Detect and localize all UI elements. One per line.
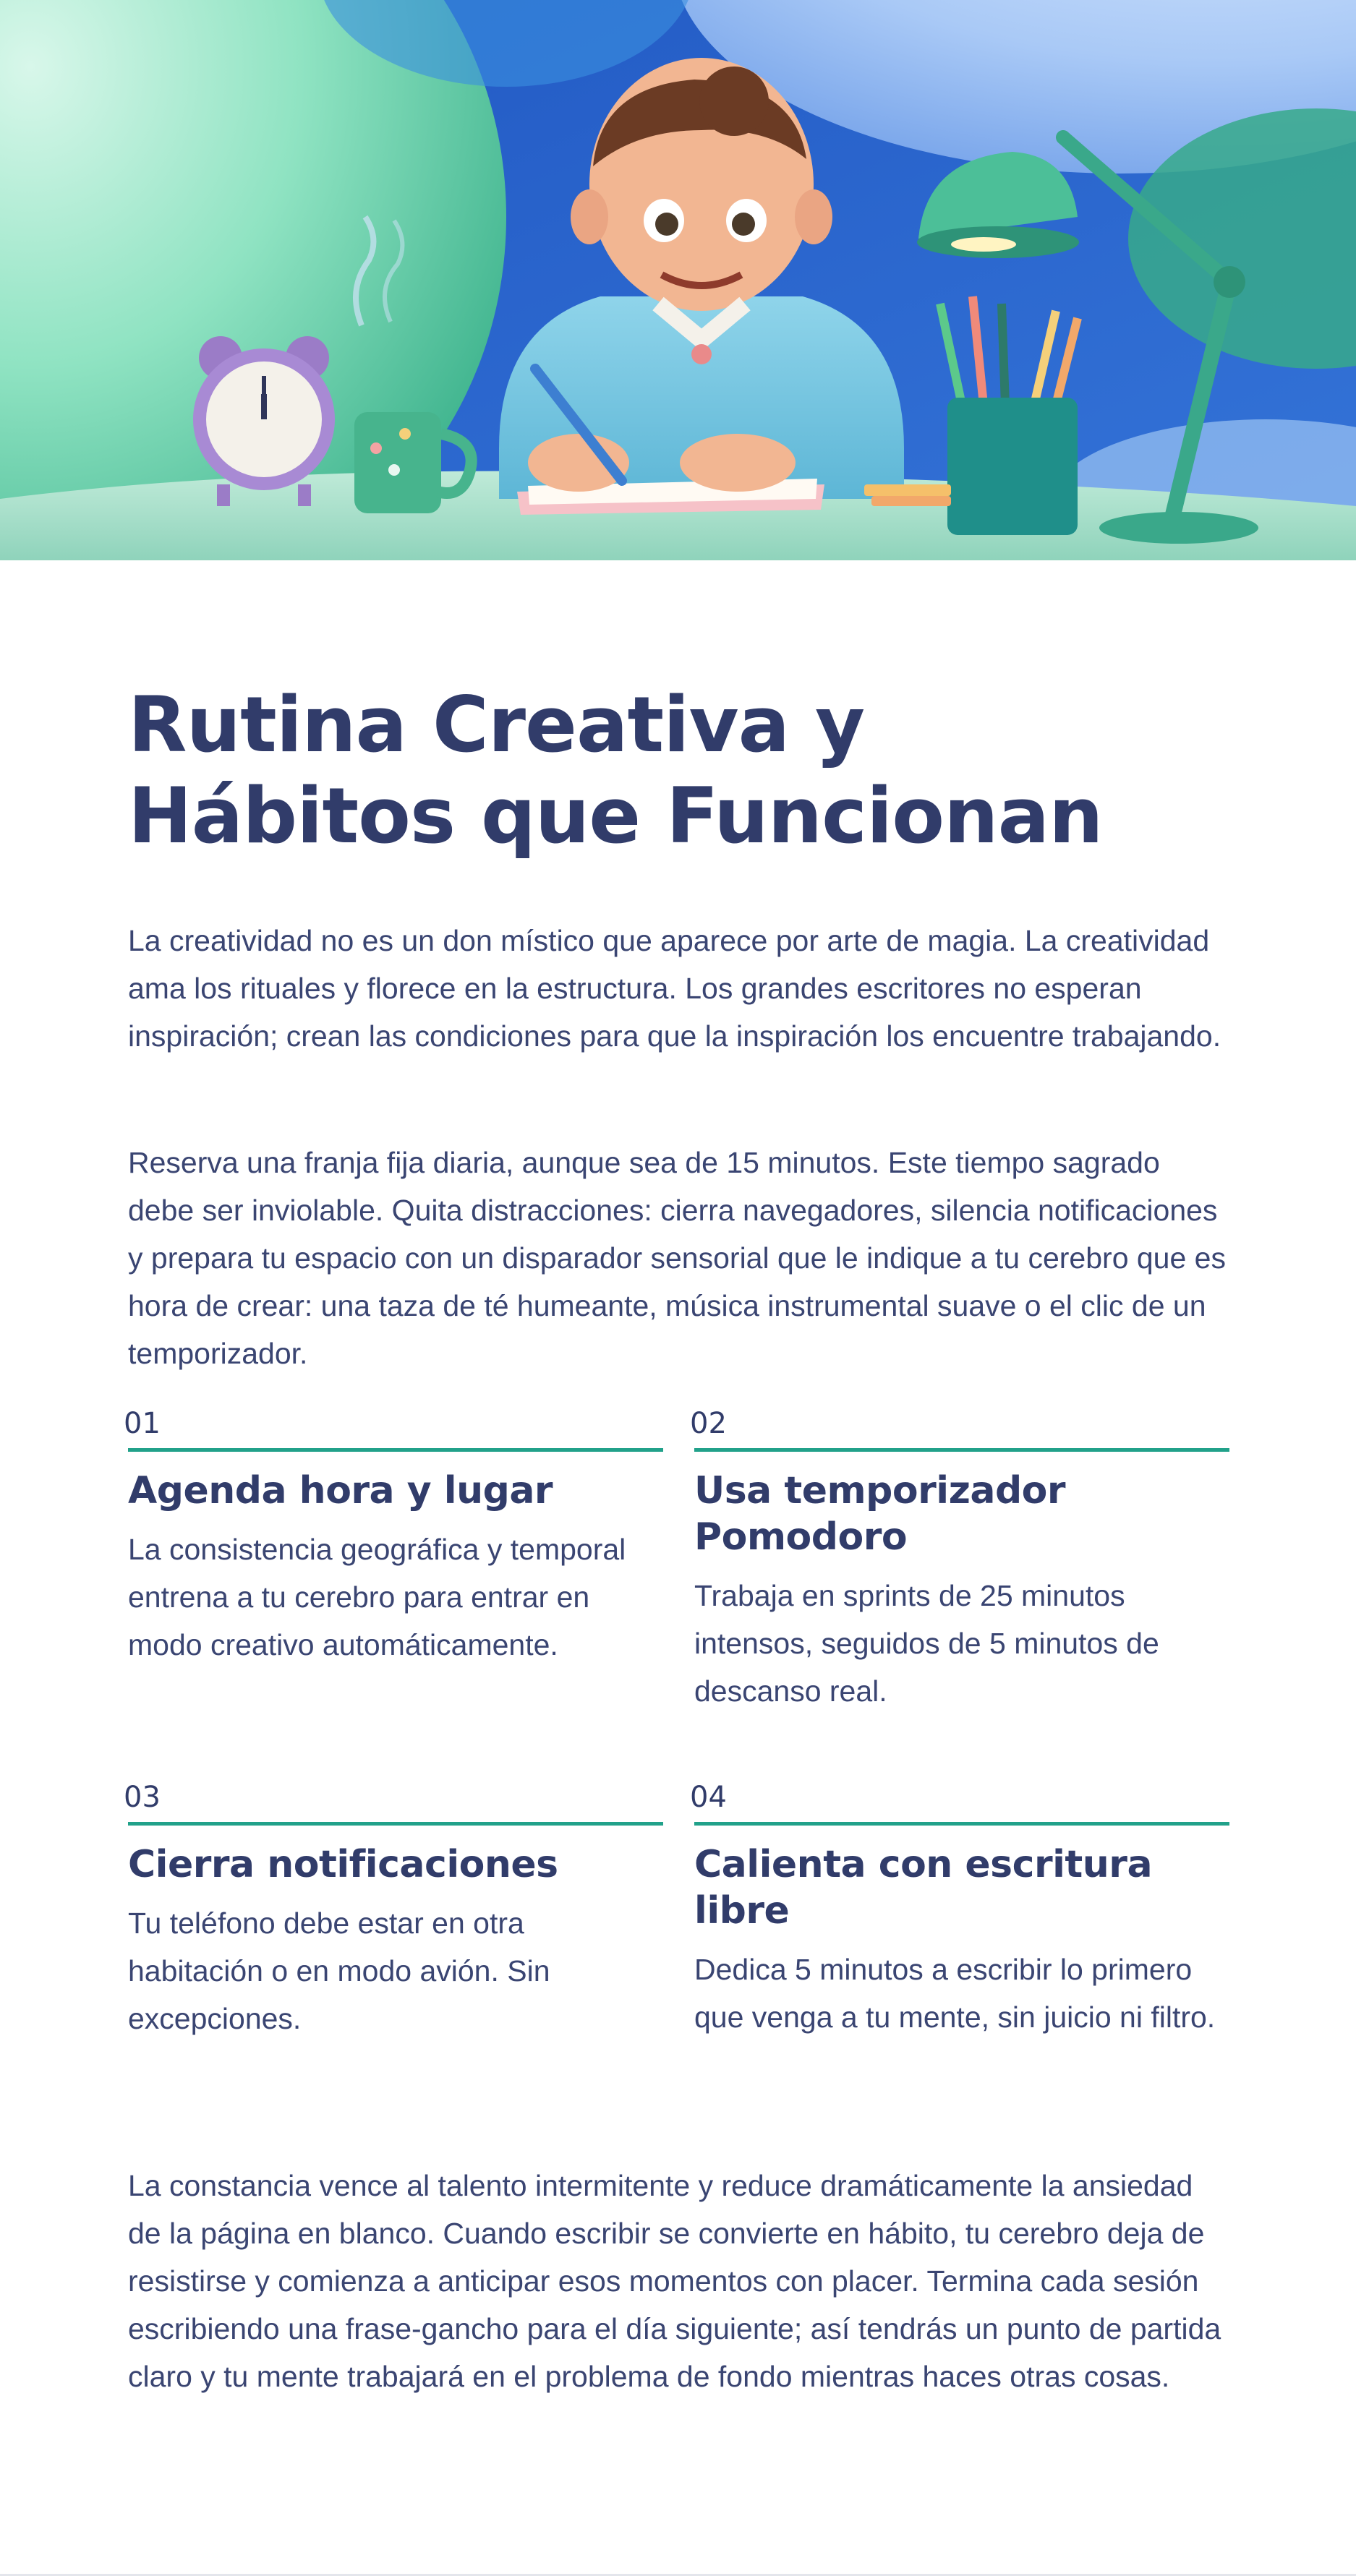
step-card-3	[124, 1780, 663, 2042]
step-number: 04	[690, 1781, 727, 1814]
step-body: Trabaja en sprints de 25 minutos intensos, seguidos de 5 minutos de descanso real.	[694, 1579, 1159, 1708]
step-title: Agenda hora y lugar	[128, 1469, 553, 1512]
page-title-line-1: Rutina Creativa y	[128, 680, 865, 769]
step-number: 01	[124, 1407, 161, 1440]
step-card-4	[690, 1780, 1229, 2041]
step-body: Tu teléfono debe estar en otra habitación o en modo avión. Sin excepciones.	[128, 1907, 550, 2035]
step-title: Usa temporizador Pomodoro	[694, 1469, 1066, 1559]
page-title	[128, 680, 1227, 862]
hero-illustration	[0, 0, 1356, 560]
step-body: La consistencia geográfica y temporal entrena a tu cerebro para entrar en modo creativo automáticamente.	[128, 1533, 626, 1661]
intro-paragraph-1: La creatividad no es un don místico que aparece por arte de magia. La creatividad ama los rituales y florece en la estructura. Los grandes escritores no esperan inspiración; crean las condiciones para que la inspiración los encuentre trabajando.	[128, 924, 1221, 1053]
page-title-line-2: Hábitos que Funcionan	[128, 771, 1103, 860]
step-divider	[694, 1448, 1229, 1452]
step-divider	[128, 1448, 663, 1452]
step-body: Dedica 5 minutos a escribir lo primero que venga a tu mente, sin juicio ni filtro.	[694, 1953, 1216, 2034]
step-number: 03	[124, 1781, 161, 1814]
step-card-1	[124, 1406, 663, 1669]
step-title: Cierra notificaciones	[128, 1843, 558, 1886]
step-divider	[694, 1822, 1229, 1826]
step-title: Calienta con escritura libre	[694, 1843, 1153, 1933]
closing-paragraph: La constancia vence al talento intermitente y reduce dramáticamente la ansiedad de la página en blanco. Cuando escribir se convierte en hábito, tu cerebro deja de resistirse y comienza a anticipar esos momentos con placer. Termina cada sesión escribiendo una frase-gancho para el día siguiente; así tendrás un punto de partida claro y tu mente trabajará en el problema de fondo mientras haces otras cosas.	[128, 2169, 1221, 2393]
step-divider	[128, 1822, 663, 1826]
step-number: 02	[690, 1407, 727, 1440]
article	[124, 680, 1227, 2393]
step-card-2	[690, 1406, 1229, 1715]
intro-paragraph-2: Reserva una franja fija diaria, aunque sea de 15 minutos. Este tiempo sagrado debe ser inviolable. Quita distracciones: cierra navegadores, silencia notificaciones y prepara tu espacio con un disparador sensorial que le indique a tu cerebro que es hora de crear: una taza de té humeante, música instrumental suave o el clic de un temporizador.	[128, 1146, 1226, 1370]
